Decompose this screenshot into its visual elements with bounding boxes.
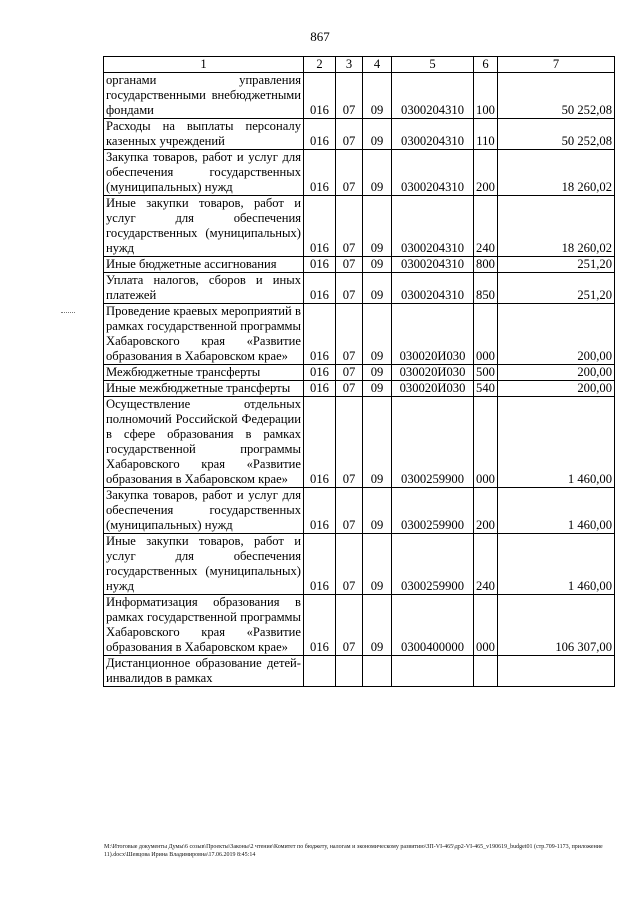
row-amount: 200,00 <box>498 365 615 381</box>
row-description: Закупка товаров, работ и услуг для обеспечения государственных (муниципальных) нужд <box>104 150 304 196</box>
table-row <box>104 488 615 534</box>
row-code-c6: 000 <box>474 304 498 365</box>
table-row <box>104 73 615 119</box>
header-cell: 7 <box>498 57 615 73</box>
row-code-c3: 07 <box>336 119 363 150</box>
row-description: органами управления государственными внебюджетными фондами <box>104 73 304 119</box>
row-code-c6: 850 <box>474 273 498 304</box>
table-row <box>104 595 615 656</box>
table-row <box>104 196 615 257</box>
row-code-c3: 07 <box>336 273 363 304</box>
row-code-c5: 0300204310 <box>392 196 474 257</box>
row-code-c6: 000 <box>474 397 498 488</box>
row-code-c6: 100 <box>474 73 498 119</box>
row-code-c3: 07 <box>336 397 363 488</box>
table-row <box>104 257 615 273</box>
row-code-c2: 016 <box>304 273 336 304</box>
row-code-c5: 0300400000 <box>392 595 474 656</box>
row-description: Осуществление отдельных полномочий Российской Федерации в сфере образования в рамках государственной программы Хабаровского края «Развитие образования в Хабаровском крае» <box>104 397 304 488</box>
row-amount: 18 260,02 <box>498 150 615 196</box>
row-description: Иные закупки товаров, работ и услуг для обеспечения государственных (муниципальных) нужд <box>104 196 304 257</box>
row-amount: 50 252,08 <box>498 73 615 119</box>
row-code-c6: 240 <box>474 534 498 595</box>
row-code-c6 <box>474 656 498 687</box>
budget-table <box>103 56 615 687</box>
header-cell: 6 <box>474 57 498 73</box>
row-code-c5: 0300259900 <box>392 534 474 595</box>
row-code-c4: 09 <box>363 534 392 595</box>
row-code-c5: 0300204310 <box>392 73 474 119</box>
row-description: Расходы на выплаты персоналу казенных учреждений <box>104 119 304 150</box>
row-code-c3: 07 <box>336 257 363 273</box>
row-code-c3: 07 <box>336 381 363 397</box>
row-code-c6: 110 <box>474 119 498 150</box>
row-description: Иные бюджетные ассигнования <box>104 257 304 273</box>
row-code-c4: 09 <box>363 73 392 119</box>
row-code-c5: 0300259900 <box>392 397 474 488</box>
row-description: Информатизация образования в рамках государственной программы Хабаровского края «Развитие образования в Хабаровском крае» <box>104 595 304 656</box>
row-code-c3: 07 <box>336 304 363 365</box>
row-amount <box>498 656 615 687</box>
row-description: Межбюджетные трансферты <box>104 365 304 381</box>
row-code-c2: 016 <box>304 365 336 381</box>
row-code-c3: 07 <box>336 595 363 656</box>
row-code-c3: 07 <box>336 488 363 534</box>
row-code-c4: 09 <box>363 381 392 397</box>
header-cell: 1 <box>104 57 304 73</box>
page-number: 867 <box>310 29 330 44</box>
row-code-c5: 0300204310 <box>392 119 474 150</box>
row-code-c6: 240 <box>474 196 498 257</box>
row-code-c2: 016 <box>304 196 336 257</box>
row-amount: 251,20 <box>498 257 615 273</box>
row-amount: 1 460,00 <box>498 534 615 595</box>
row-code-c5: 030020И030 <box>392 381 474 397</box>
row-code-c2 <box>304 656 336 687</box>
row-amount: 1 460,00 <box>498 397 615 488</box>
row-code-c4: 09 <box>363 273 392 304</box>
table-row <box>104 534 615 595</box>
table-row <box>104 365 615 381</box>
row-code-c2: 016 <box>304 73 336 119</box>
row-description: Уплата налогов, сборов и иных платежей <box>104 273 304 304</box>
row-code-c4 <box>363 656 392 687</box>
row-code-c2: 016 <box>304 150 336 196</box>
table-row <box>104 150 615 196</box>
table-row <box>104 381 615 397</box>
row-code-c6: 800 <box>474 257 498 273</box>
row-code-c4: 09 <box>363 595 392 656</box>
row-code-c5: 0300259900 <box>392 488 474 534</box>
row-amount: 50 252,08 <box>498 119 615 150</box>
row-code-c6: 200 <box>474 150 498 196</box>
row-code-c5: 0300204310 <box>392 257 474 273</box>
footer-file-path: M:\Итоговые документы Думы\6 созыв\Проекты\Законы\2 чтение\Комитет по бюджету, налогам и экономическому развитию\ЗП-VI-465\др2-VI-465_v190619_budget01 (стр.709-1173, приложение 11).docx\Шевцова Ирина Владимировна\17.06.2019 8:45:14 <box>104 844 603 858</box>
row-code-c2: 016 <box>304 534 336 595</box>
row-description: Закупка товаров, работ и услуг для обеспечения государственных (муниципальных) нужд <box>104 488 304 534</box>
row-amount: 251,20 <box>498 273 615 304</box>
row-code-c5: 030020И030 <box>392 304 474 365</box>
row-amount: 106 307,00 <box>498 595 615 656</box>
header-row <box>104 57 615 73</box>
row-code-c3: 07 <box>336 365 363 381</box>
row-code-c5: 030020И030 <box>392 365 474 381</box>
row-code-c6: 000 <box>474 595 498 656</box>
row-description: Проведение краевых мероприятий в рамках государственной программы Хабаровского края «Развитие образования в Хабаровском крае» <box>104 304 304 365</box>
row-code-c6: 540 <box>474 381 498 397</box>
row-code-c3: 07 <box>336 73 363 119</box>
table-row <box>104 397 615 488</box>
row-code-c4: 09 <box>363 196 392 257</box>
row-code-c5: 0300204310 <box>392 273 474 304</box>
row-code-c4: 09 <box>363 488 392 534</box>
header-cell: 2 <box>304 57 336 73</box>
row-code-c3: 07 <box>336 534 363 595</box>
row-code-c2: 016 <box>304 381 336 397</box>
row-description: Иные закупки товаров, работ и услуг для обеспечения государственных (муниципальных) нужд <box>104 534 304 595</box>
row-amount: 18 260,02 <box>498 196 615 257</box>
row-amount: 1 460,00 <box>498 488 615 534</box>
row-amount: 200,00 <box>498 381 615 397</box>
row-description: Дистанционное образование детей-инвалидов в рамках <box>104 656 304 687</box>
row-description: Иные межбюджетные трансферты <box>104 381 304 397</box>
header-cell: 4 <box>363 57 392 73</box>
row-code-c2: 016 <box>304 488 336 534</box>
table-row <box>104 304 615 365</box>
row-code-c2: 016 <box>304 119 336 150</box>
row-code-c4: 09 <box>363 257 392 273</box>
row-code-c4: 09 <box>363 365 392 381</box>
row-code-c2: 016 <box>304 257 336 273</box>
row-code-c3: 07 <box>336 150 363 196</box>
row-code-c6: 500 <box>474 365 498 381</box>
row-code-c5: 0300204310 <box>392 150 474 196</box>
row-code-c4: 09 <box>363 304 392 365</box>
row-amount: 200,00 <box>498 304 615 365</box>
row-code-c6: 200 <box>474 488 498 534</box>
row-code-c4: 09 <box>363 119 392 150</box>
margin-mark <box>61 312 75 313</box>
table-row <box>104 119 615 150</box>
row-code-c3: 07 <box>336 196 363 257</box>
table-row <box>104 273 615 304</box>
row-code-c4: 09 <box>363 150 392 196</box>
row-code-c3 <box>336 656 363 687</box>
row-code-c2: 016 <box>304 595 336 656</box>
row-code-c2: 016 <box>304 304 336 365</box>
table-row <box>104 656 615 687</box>
header-cell: 3 <box>336 57 363 73</box>
row-code-c2: 016 <box>304 397 336 488</box>
row-code-c4: 09 <box>363 397 392 488</box>
header-cell: 5 <box>392 57 474 73</box>
row-code-c5 <box>392 656 474 687</box>
